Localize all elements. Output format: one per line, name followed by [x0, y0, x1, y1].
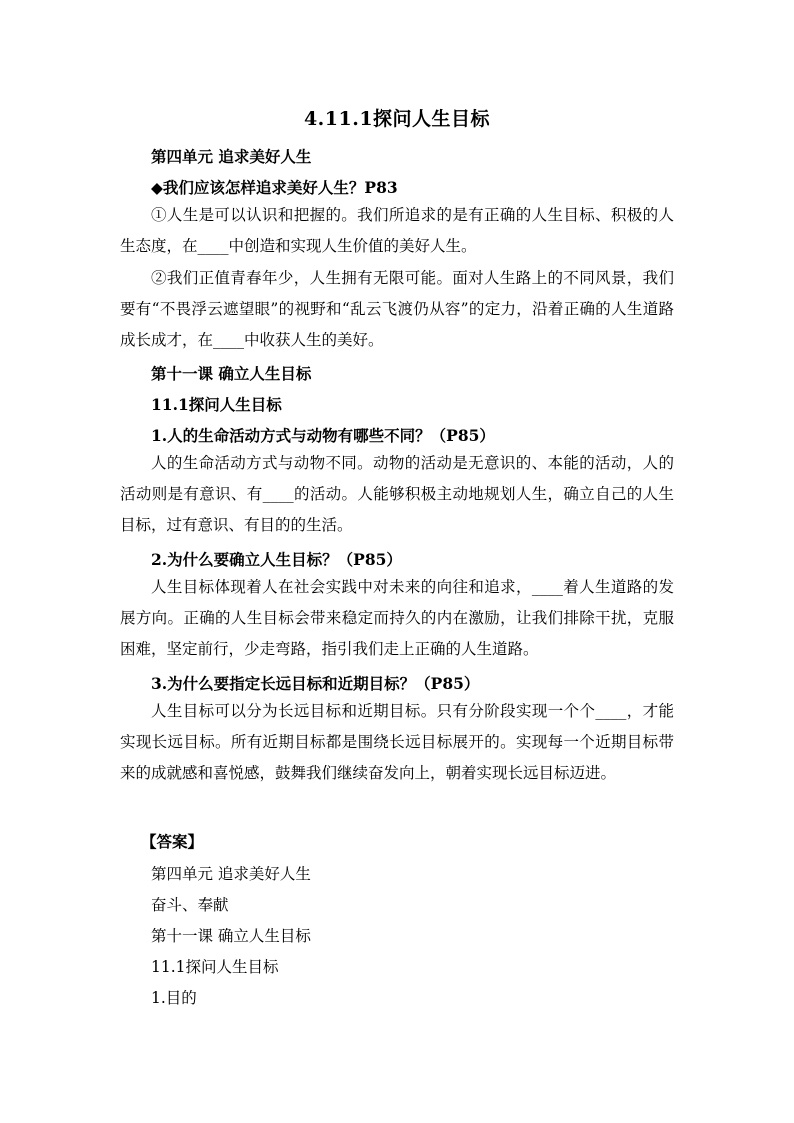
- answer-line-5: 1.目的: [151, 989, 197, 1007]
- answer-paragraph-1: 人的生命活动方式与动物不同。动物的活动是无意识的、本能的活动，人的活动则是有意识、有____的活动。人能够积极主动地规划人生，确立自己的人生目标，过有意识、有目的的生活。: [120, 454, 674, 534]
- answer-line-3: 第十一课 确立人生目标: [151, 927, 311, 945]
- paragraph-1: ①人生是可以认识和把握的。我们所追求的是有正确的人生目标、积极的人生态度，在____中创造和实现人生价值的美好人生。: [120, 206, 674, 255]
- unit-heading: 第四单元 追求美好人生: [151, 147, 312, 166]
- answer-paragraph-3: 人生目标可以分为长远目标和近期目标。只有分阶段实现一个个____，才能实现长远目标。所有近期目标都是围绕长远目标展开的。实现每一个近期目标带来的成就感和喜悦感，鼓舞我们继续奋发向上，朝着实现长远目标迈进。: [120, 702, 674, 782]
- question-1: 1.人的生命活动方式与动物有哪些不同？（P85）: [151, 426, 495, 445]
- answers-heading: 【答案】: [141, 832, 204, 851]
- question-2: 2.为什么要确立人生目标？（P85）: [151, 550, 402, 569]
- section-heading: 11.1探问人生目标: [151, 395, 282, 414]
- paragraph-2: ②我们正值青春年少，人生拥有无限可能。面对人生路上的不同风景，我们要有“不畏浮云遮望眼”的视野和“乱云飞渡仍从容”的定力，沿着正确的人生道路成长成才，在____中收获人生的美好。: [120, 269, 674, 349]
- lesson-heading: 第十一课 确立人生目标: [151, 364, 312, 383]
- answer-line-4: 11.1探问人生目标: [151, 958, 279, 976]
- page-title: 4.11.1探问人生目标: [303, 108, 491, 130]
- answer-line-2: 奋斗、奉献: [151, 896, 229, 914]
- answer-line-1: 第四单元 追求美好人生: [151, 865, 311, 883]
- answer-paragraph-2: 人生目标体现着人在社会实践中对未来的向往和追求，____着人生道路的发展方向。正确的人生目标会带来稳定而持久的内在激励，让我们排除干扰，克服困难，坚定前行，少走弯路，指引我们走上正确的人生道路。: [120, 578, 674, 658]
- question-3: 3.为什么要指定长远目标和近期目标？（P85）: [151, 674, 480, 693]
- question-main: ◆我们应该怎样追求美好人生？P83: [151, 178, 398, 197]
